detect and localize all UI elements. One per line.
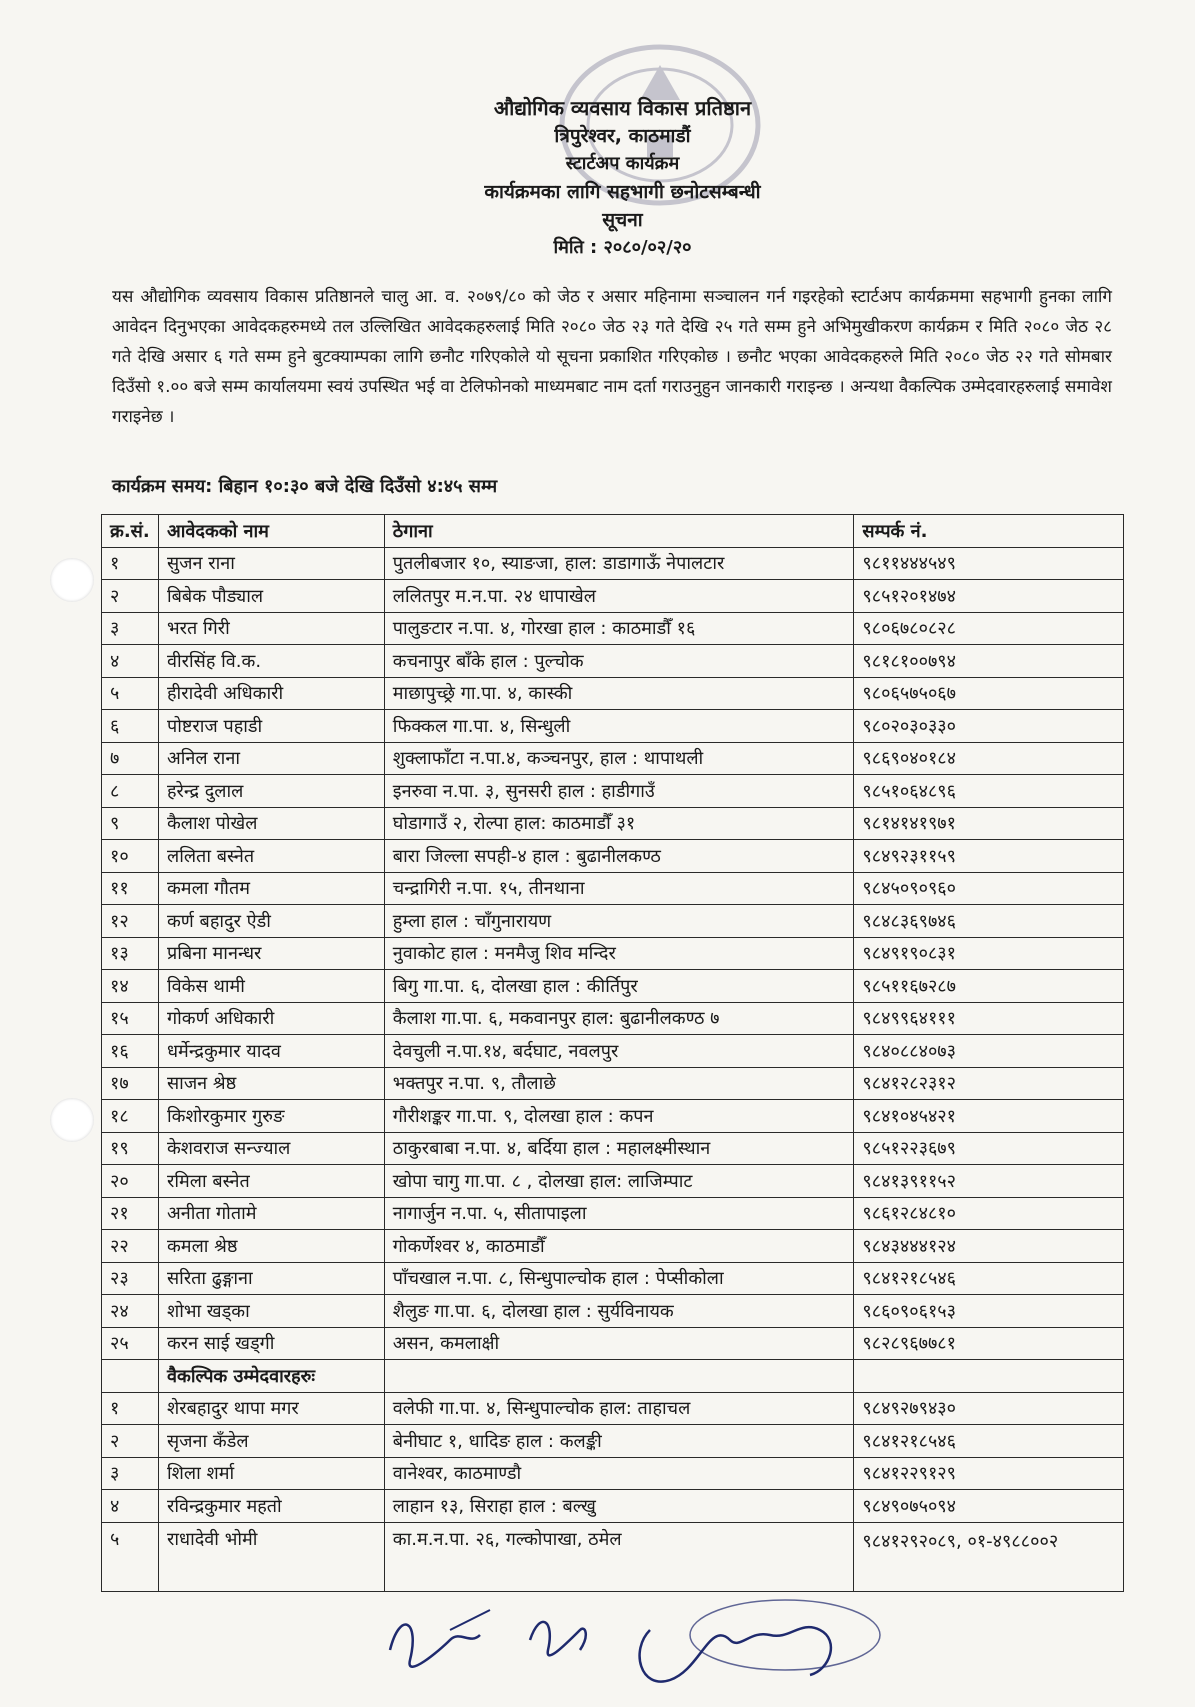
- contact-number: ९८४९०७५०९४: [854, 1490, 1124, 1523]
- applicant-name: अनीता गोतामे: [158, 1197, 384, 1230]
- applicant-name: प्रबिना मानन्धर: [158, 937, 384, 970]
- serial: २: [102, 1425, 159, 1458]
- contact-number: ९८२८९६७७८१: [854, 1327, 1124, 1360]
- applicant-name: कमला गौतम: [158, 872, 384, 905]
- table-row: [102, 1457, 1124, 1490]
- serial: २०: [102, 1165, 159, 1198]
- serial: १: [102, 547, 159, 580]
- address: घोडागाउँ २, रोल्पा हाल: काठमाडौँ ३१: [384, 807, 854, 840]
- table-row: [102, 905, 1124, 938]
- address: ललितपुर म.न.पा. २४ धापाखेल: [384, 580, 854, 613]
- table-row: [102, 1327, 1124, 1360]
- contact-number: ९८४३४४४१२४: [854, 1230, 1124, 1263]
- punch-hole: [50, 1098, 94, 1142]
- serial: ७: [102, 742, 159, 775]
- applicant-name: सुजन राना: [158, 547, 384, 580]
- contact-number: ९८५१२२३६७९: [854, 1132, 1124, 1165]
- address: बिगु गा.पा. ६, दोलखा हाल : कीर्तिपुर: [384, 970, 854, 1003]
- serial: २२: [102, 1230, 159, 1263]
- address: कैलाश गा.पा. ६, मकवानपुर हाल: बुढानीलकण्ठ ७: [384, 1002, 854, 1035]
- address: असन, कमलाक्षी: [384, 1327, 854, 1360]
- alternate-section: [102, 1360, 1124, 1393]
- contact-number: ९८४९९६४१११: [854, 1002, 1124, 1035]
- contact-number: ९८६०९०६१५३: [854, 1295, 1124, 1328]
- contact-number: ९८४९२७९४३०: [854, 1392, 1124, 1425]
- contact-number: ९८४१२१८५४६: [854, 1262, 1124, 1295]
- address: वानेश्वर, काठमाण्डौ: [384, 1457, 854, 1490]
- contact-number: ९८६९०४०१८४: [854, 742, 1124, 775]
- serial: ५: [102, 1522, 159, 1591]
- signatures: [380, 1590, 900, 1700]
- serial: १८: [102, 1100, 159, 1133]
- table-row: [102, 937, 1124, 970]
- applicant-name: रमिला बस्नेत: [158, 1165, 384, 1198]
- contact-number: ९८४१२२९१२९: [854, 1457, 1124, 1490]
- serial: ११: [102, 872, 159, 905]
- contact-number: ९८४८३६९७४६: [854, 905, 1124, 938]
- applicant-name: किशोरकुमार गुरुङ: [158, 1100, 384, 1133]
- alternate-heading-row: [102, 1360, 1124, 1393]
- applicant-name: ललिता बस्नेत: [158, 840, 384, 873]
- applicant-name: शिला शर्मा: [158, 1457, 384, 1490]
- contact-number: ९८५११६७२८७: [854, 970, 1124, 1003]
- applicant-name: कर्ण बहादुर ऐडी: [158, 905, 384, 938]
- contact-number: ९८१४१४१९७१: [854, 807, 1124, 840]
- applicant-name: शेरबहादुर थापा मगर: [158, 1392, 384, 1425]
- notice-title: सूचना: [602, 209, 643, 231]
- contact-number: ९८५१०६४८९६: [854, 775, 1124, 808]
- applicant-name: सरिता ढुङ्गाना: [158, 1262, 384, 1295]
- selected-applicants-table: [101, 514, 1124, 1592]
- serial: १२: [102, 905, 159, 938]
- applicant-name: केशवराज सन्ज्याल: [158, 1132, 384, 1165]
- serial: ४: [102, 645, 159, 678]
- contact-number: ९८४५०९०९६०: [854, 872, 1124, 905]
- header-address: ठेगाना: [384, 515, 854, 548]
- selected-rows: [102, 547, 1124, 1360]
- contact-number: ९८११४४४५४९: [854, 547, 1124, 580]
- serial: ३: [102, 1457, 159, 1490]
- contact-number: ९८४०८८४०७३: [854, 1035, 1124, 1068]
- table-row: [102, 775, 1124, 808]
- address: चन्द्रागिरी न.पा. १५, तीनथाना: [384, 872, 854, 905]
- serial: ९: [102, 807, 159, 840]
- table-row: [102, 1522, 1124, 1591]
- notice-date: मिति : २०८०/०२/२०: [553, 237, 692, 258]
- contact-number: ९८४९२३११५९: [854, 840, 1124, 873]
- contact-number: ९८४१०४५४२१: [854, 1100, 1124, 1133]
- address: ठाकुरबाबा न.पा. ४, बर्दिया हाल : महालक्ष्मीस्थान: [384, 1132, 854, 1165]
- serial: १७: [102, 1067, 159, 1100]
- table-row: [102, 580, 1124, 613]
- address: वलेफी गा.पा. ४, सिन्धुपाल्चोक हाल: ताहाचल: [384, 1392, 854, 1425]
- contact-number: ९८०२०३०३३०: [854, 710, 1124, 743]
- serial: २: [102, 580, 159, 613]
- address: खोपा चागु गा.पा. ८ , दोलखा हाल: लाजिम्पाट: [384, 1165, 854, 1198]
- serial: २५: [102, 1327, 159, 1360]
- applicant-name: हरेन्द्र दुलाल: [158, 775, 384, 808]
- table-row: [102, 840, 1124, 873]
- address: गौरीशङ्कर गा.पा. ९, दोलखा हाल : कपन: [384, 1100, 854, 1133]
- address: पाँचखाल न.पा. ८, सिन्धुपाल्चोक हाल : पेप्सीकोला: [384, 1262, 854, 1295]
- address: नुवाकोट हाल : मनमैजु शिव मन्दिर: [384, 937, 854, 970]
- table-row: [102, 1295, 1124, 1328]
- serial: १९: [102, 1132, 159, 1165]
- table-row: [102, 1425, 1124, 1458]
- address: शैलुङ गा.पा. ६, दोलखा हाल : सुर्यविनायक: [384, 1295, 854, 1328]
- applicant-name: रविन्द्रकुमार महतो: [158, 1490, 384, 1523]
- serial: १०: [102, 840, 159, 873]
- table-row: [102, 710, 1124, 743]
- address: बारा जिल्ला सपही-४ हाल : बुढानीलकण्ठ: [384, 840, 854, 873]
- address: पुतलीबजार १०, स्याङजा, हाल: डाडागाऊँ नेपालटार: [384, 547, 854, 580]
- applicant-name: हीरादेवी अधिकारी: [158, 677, 384, 710]
- contact-number: ९८४९१९०८३१: [854, 937, 1124, 970]
- table-row: [102, 1197, 1124, 1230]
- table-row: [102, 742, 1124, 775]
- table-row: [102, 970, 1124, 1003]
- serial: १४: [102, 970, 159, 1003]
- table-row: [102, 1132, 1124, 1165]
- address: भक्तपुर न.पा. ९, तौलाछे: [384, 1067, 854, 1100]
- table-row: [102, 645, 1124, 678]
- applicant-name: साजन श्रेष्ठ: [158, 1067, 384, 1100]
- address: गोकर्णेश्वर ४, काठमाडौँ: [384, 1230, 854, 1263]
- applicant-name: भरत गिरी: [158, 612, 384, 645]
- table-row: [102, 1100, 1124, 1133]
- address: कचनापुर बाँके हाल : पुल्चोक: [384, 645, 854, 678]
- table-row: [102, 1392, 1124, 1425]
- table-row: [102, 1035, 1124, 1068]
- contact-number: ९८६१२८४८१०: [854, 1197, 1124, 1230]
- serial: ६: [102, 710, 159, 743]
- applicant-name: गोकर्ण अधिकारी: [158, 1002, 384, 1035]
- table-row: [102, 1067, 1124, 1100]
- serial: २३: [102, 1262, 159, 1295]
- applicant-name: राधादेवी भोमी: [158, 1522, 384, 1591]
- contact-number: ९८४१२८२३१२: [854, 1067, 1124, 1100]
- org-name: औद्योगिक व्यवसाय विकास प्रतिष्ठान: [493, 96, 752, 120]
- program-schedule: कार्यक्रम समय: बिहान १०:३० बजे देखि दिउँसो ४:४५ सम्म: [112, 476, 498, 497]
- notice-subject: कार्यक्रमका लागि सहभागी छनोटसम्बन्धी: [484, 181, 761, 203]
- applicant-name: करन साई खड्गी: [158, 1327, 384, 1360]
- serial: २४: [102, 1295, 159, 1328]
- program-name: स्टार्टअप कार्यक्रम: [565, 153, 680, 174]
- alternate-rows: [102, 1392, 1124, 1591]
- table-row: [102, 807, 1124, 840]
- address: हुम्ला हाल : चाँगुनारायण: [384, 905, 854, 938]
- address: देवचुली न.पा.१४, बर्दघाट, नवलपुर: [384, 1035, 854, 1068]
- contact-number: ९८०६७८०८२८: [854, 612, 1124, 645]
- address: पालुङटार न.पा. ४, गोरखा हाल : काठमाडौँ १६: [384, 612, 854, 645]
- applicant-name: सृजना कँडेल: [158, 1425, 384, 1458]
- address: बेनीघाट १, धादिङ हाल : कलङ्की: [384, 1425, 854, 1458]
- contact-number: ९८४१२९२०८९, ०१-४९८८००२: [854, 1522, 1124, 1591]
- header-contact: सम्पर्क नं.: [854, 515, 1124, 548]
- table-row: [102, 1002, 1124, 1035]
- applicant-name: शोभा खड्का: [158, 1295, 384, 1328]
- applicant-name: कमला श्रेष्ठ: [158, 1230, 384, 1263]
- notice-body-paragraph: यस औद्योगिक व्यवसाय विकास प्रतिष्ठानले चालु आ. व. २०७९/८० को जेठ र असार महिनामा सञ्चालन गर्न गइरहेको स्टार्टअप कार्यक्रममा सहभागी हुनका लागि आवेदन दिनुभएका आवेदकहरुमध्ये तल उल्लिखित आवेदकहरुलाई मिति २०८० जेठ २३ गते देखि २५ गते सम्म हुने अभिमुखीकरण कार्यक्रम र मिति २०८० जेठ २८ गते देखि असार ६ गते सम्म हुने बुटक्याम्पका लागि छनौट गरिएकोले यो सूचना प्रकाशित गरिएकोछ । छनौट भएका आवेदकहरुले मिति २०८० जेठ २२ गते सोमबार दिउँसो १.०० बजे सम्म कार्यालयमा स्वयं उपस्थित भई वा टेलिफोनको माध्यमबाट नाम दर्ता गराउनुहुन जानकारी गराइन्छ । अन्यथा वैकल्पिक उम्मेदवारहरुलाई समावेश गराइनेछ ।: [112, 287, 1112, 427]
- table-row: [102, 1165, 1124, 1198]
- serial: १: [102, 1392, 159, 1425]
- applicant-name: अनिल राना: [158, 742, 384, 775]
- notice-header: [0, 94, 1195, 262]
- contact-number: ९८०६५७५०६७: [854, 677, 1124, 710]
- table-row: [102, 1262, 1124, 1295]
- serial: ८: [102, 775, 159, 808]
- contact-number: ९८१८१००७९४: [854, 645, 1124, 678]
- address: इनरुवा न.पा. ३, सुनसरी हाल : हाडीगाउँ: [384, 775, 854, 808]
- applicant-name: पोष्टराज पहाडी: [158, 710, 384, 743]
- applicant-name: धर्मेन्द्रकुमार यादव: [158, 1035, 384, 1068]
- address: फिक्कल गा.पा. ४, सिन्धुली: [384, 710, 854, 743]
- alternate-heading: वैकल्पिक उम्मेदवारहरुः: [158, 1360, 384, 1393]
- applicant-name: विकेस थामी: [158, 970, 384, 1003]
- table-row: [102, 1230, 1124, 1263]
- contact-number: ९८५१२०१४७४: [854, 580, 1124, 613]
- contact-number: ९८४१३९११५२: [854, 1165, 1124, 1198]
- address: लाहान १३, सिराहा हाल : बल्खु: [384, 1490, 854, 1523]
- serial: १६: [102, 1035, 159, 1068]
- applicant-name: वीरसिंह वि.क.: [158, 645, 384, 678]
- contact-number: ९८४१२१८५४६: [854, 1425, 1124, 1458]
- table-row: [102, 1490, 1124, 1523]
- serial: १५: [102, 1002, 159, 1035]
- table-row: [102, 547, 1124, 580]
- address: का.म.न.पा. २६, गल्कोपाखा, ठमेल: [384, 1522, 854, 1591]
- header-name: आवेदकको नाम: [158, 515, 384, 548]
- punch-hole: [50, 558, 94, 602]
- table-row: [102, 612, 1124, 645]
- serial: ५: [102, 677, 159, 710]
- address: माछापुच्छ्रे गा.पा. ४, कास्की: [384, 677, 854, 710]
- serial: ३: [102, 612, 159, 645]
- table-row: [102, 872, 1124, 905]
- header-serial: क्र.सं.: [102, 515, 159, 548]
- address: शुक्लाफाँटा न.पा.४, कञ्चनपुर, हाल : थापाथली: [384, 742, 854, 775]
- table-header-row: [102, 515, 1124, 548]
- applicant-name: कैलाश पोखेल: [158, 807, 384, 840]
- address: नागार्जुन न.पा. ५, सीतापाइला: [384, 1197, 854, 1230]
- serial: २१: [102, 1197, 159, 1230]
- serial: ४: [102, 1490, 159, 1523]
- org-location: त्रिपुरेश्वर, काठमाडौं: [554, 125, 691, 147]
- table-row: [102, 677, 1124, 710]
- applicant-name: बिबेक पौड्याल: [158, 580, 384, 613]
- serial: १३: [102, 937, 159, 970]
